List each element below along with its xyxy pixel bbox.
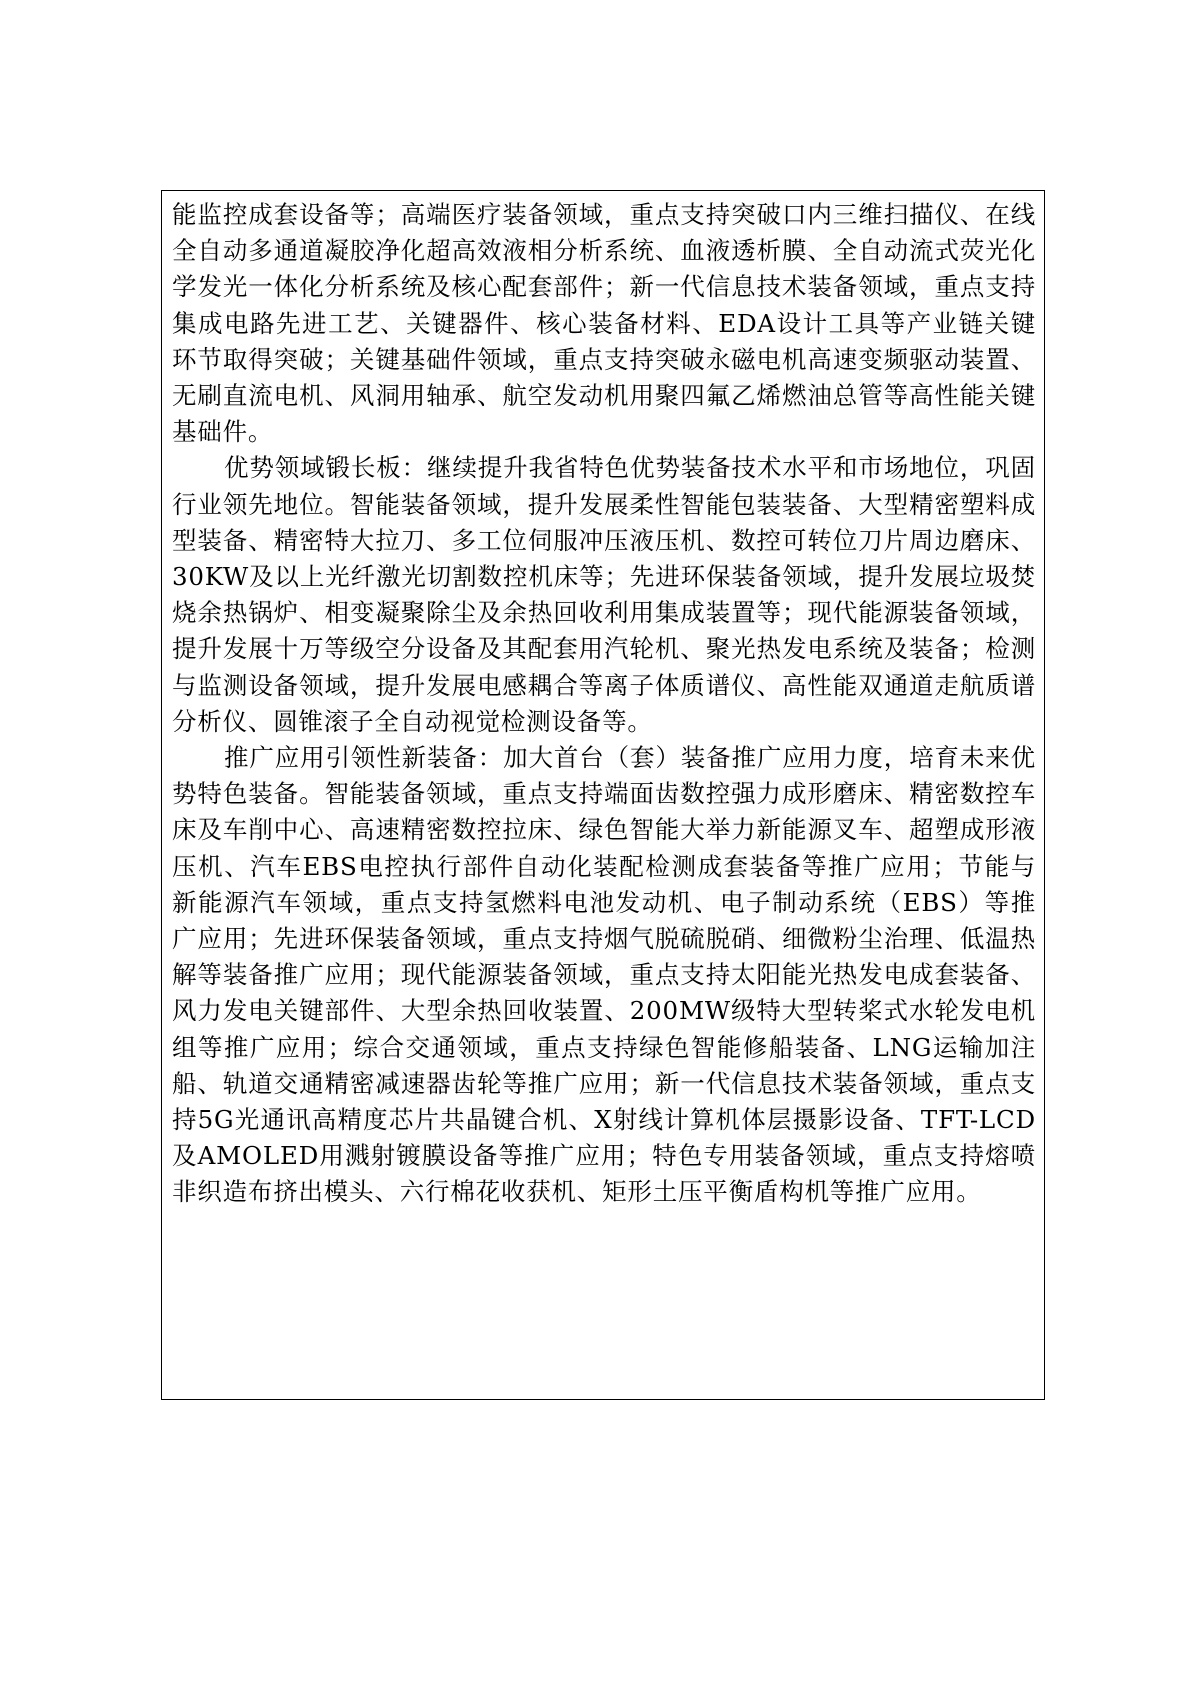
bordered-text-box <box>161 190 1045 1400</box>
paragraph-continued: 能监控成套设备等；高端医疗装备领域，重点支持突破口内三维扫描仪、在线全自动多通道凝胶净化超高效液相分析系统、血液透析膜、全自动流式荧光化学发光一体化分析系统及核心配套部件；新一代信息技术装备领域，重点支持集成电路先进工艺、关键器件、核心装备材料、EDA设计工具等产业链关键环节取得突破；关键基础件领域，重点支持突破永磁电机高速变频驱动装置、无刷直流电机、风洞用轴承、航空发动机用聚四氟乙烯燃油总管等高性能关键基础件。 <box>172 200 1036 447</box>
paragraph-new-equipment-promotion: 推广应用引领性新装备：加大首台（套）装备推广应用力度，培育未来优势特色装备。智能装备领域，重点支持端面齿数控强力成形磨床、精密数控车床及车削中心、高速精密数控拉床、绿色智能大举力新能源叉车、超塑成形液压机、汽车EBS电控执行部件自动化装配检测成套装备等推广应用；节能与新能源汽车领域，重点支持氢燃料电池发动机、电子制动系统（EBS）等推广应用；先进环保装备领域，重点支持烟气脱硫脱硝、细微粉尘治理、低温热解等装备推广应用；现代能源装备领域，重点支持太阳能光热发电成套装备、风力发电关键部件、大型余热回收装置、200MW级特大型转桨式水轮发电机组等推广应用；综合交通领域，重点支持绿色智能修船装备、LNG运输加注船、轨道交通精密减速器齿轮等推广应用；新一代信息技术装备领域，重点支持5G光通讯高精度芯片共晶键合机、X射线计算机体层摄影设备、TFT-LCD及AMOLED用溅射镀膜设备等推广应用；特色专用装备领域，重点支持熔喷非织造布挤出模头、六行棉花收获机、矩形土压平衡盾构机等推广应用。 <box>172 743 1036 1207</box>
paragraph-advantage-fields: 优势领域锻长板：继续提升我省特色优势装备技术水平和市场地位，巩固行业领先地位。智能装备领域，提升发展柔性智能包装装备、大型精密塑料成型装备、精密特大拉刀、多工位伺服冲压液压机、数控可转位刀片周边磨床、30KW及以上光纤激光切割数控机床等；先进环保装备领域，提升发展垃圾焚烧余热锅炉、相变凝聚除尘及余热回收利用集成装置等；现代能源装备领域，提升发展十万等级空分设备及其配套用汽轮机、聚光热发电系统及装备；检测与监测设备领域，提升发展电感耦合等离子体质谱仪、高性能双通道走航质谱分析仪、圆锥滚子全自动视觉检测设备等。 <box>172 453 1036 736</box>
